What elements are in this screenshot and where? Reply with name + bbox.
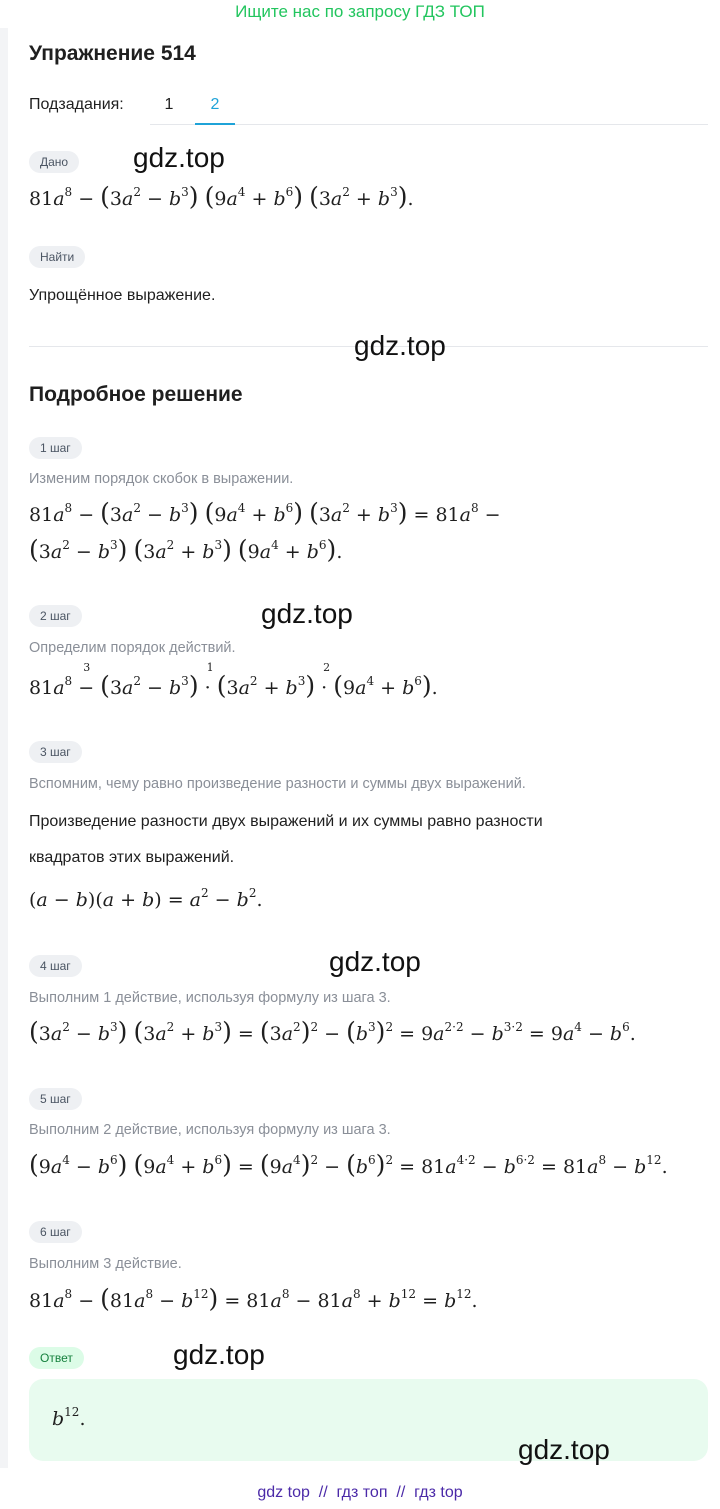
find-pill: Найти [29, 246, 85, 268]
step-5-note: Выполним 2 действие, используя формулу из шага 3. [29, 1122, 391, 1138]
watermark: gdz.top [261, 598, 353, 629]
watermark: gdz.top [354, 330, 446, 361]
step-3-formula: $(a - b)(a + b) = a^2 - b^2$. [29, 886, 263, 911]
operation-order-number: 1 [206, 661, 214, 674]
step-1-pill: 1 шаг [29, 437, 82, 459]
step-6-expression: $81a^8 - (81a^8 - b^{12}) = 81a^8 - 81a^8 + b^{12} = b^{12}$. [29, 1284, 478, 1313]
step-2-pill: 2 шаг [29, 605, 82, 627]
step-3-text-line-1: Произведение разности двух выражений и их суммы равно разности [29, 813, 543, 830]
given-pill: Дано [29, 151, 79, 173]
watermark: gdz.top [173, 1339, 265, 1370]
operation-order-number: 3 [83, 661, 91, 674]
step-3-pill: 3 шаг [29, 741, 82, 763]
step-3-text-line-2: квадратов этих выражений. [29, 849, 235, 866]
step-4-pill: 4 шаг [29, 955, 82, 977]
step-5-pill: 5 шаг [29, 1088, 82, 1110]
tab-subtask-1[interactable]: 1 [164, 96, 174, 113]
tab-subtask-2[interactable]: 2 [210, 96, 220, 113]
step-6-pill: 6 шаг [29, 1221, 82, 1243]
operation-order-number: 2 [323, 661, 331, 674]
find-text: Упрощённое выражение. [29, 287, 216, 304]
answer-pill: Ответ [29, 1347, 84, 1369]
exercise-title: Упражнение 514 [29, 42, 196, 65]
step-4-expression: $(3a^2 - b^3) (3a^2 + b^3) = (3a^2)^2 - (b^3)^2 = 9a^{2\cdot 2} - b^{3\cdot 2} = 9a^4 - b^6$. [29, 1017, 636, 1046]
step-4-note: Выполним 1 действие, используя формулу из шага 3. [29, 990, 391, 1006]
answer-expression: $b^{12}$. [52, 1405, 86, 1430]
watermark: gdz.top [329, 946, 421, 977]
watermark: gdz.top [518, 1434, 610, 1465]
footer-links[interactable]: gdz top // гдз топ // гдз top [257, 1484, 463, 1501]
solution-title: Подробное решение [29, 383, 243, 406]
step-5-expression: $(9a^4 - b^6) (9a^4 + b^6) = (9a^4)^2 - (b^6)^2 = 81a^{4\cdot 2} - b^{6\cdot 2} = 81a^8 - b^{12}$. [29, 1150, 668, 1179]
step-1-expression-line-1: $81a^8 - (3a^2 - b^3) (9a^4 + b^6) (3a^2 + b^3) = 81a^8$ − [29, 498, 501, 527]
step-3-note: Вспомним, чему равно произведение разности и суммы двух выражений. [29, 776, 526, 792]
subtasks-label: Подзадания: [29, 96, 124, 113]
step-1-note: Изменим порядок скобок в выражении. [29, 471, 294, 487]
left-rule [0, 28, 8, 1468]
watermark: gdz.top [133, 142, 225, 173]
search-banner[interactable]: Ищите нас по запросу ГДЗ ТОП [235, 2, 485, 21]
step-1-expression-line-2: $(3a^2 - b^3) (3a^2 + b^3) (9a^4 + b^6)$. [29, 535, 343, 564]
step-2-expression: $81a^8$ − 3 $(3a^2 - b^3)$ · 1 $(3a^2 + b^3)$ · 2 $(9a^4 + b^6)$. [29, 661, 438, 700]
active-tab-indicator [195, 123, 235, 125]
step-6-note: Выполним 3 действие. [29, 1256, 182, 1272]
given-expression: $81a^8 - (3a^2 - b^3) (9a^4 + b^6) (3a^2 + b^3)$. [29, 182, 414, 211]
step-2-note: Определим порядок действий. [29, 640, 236, 656]
